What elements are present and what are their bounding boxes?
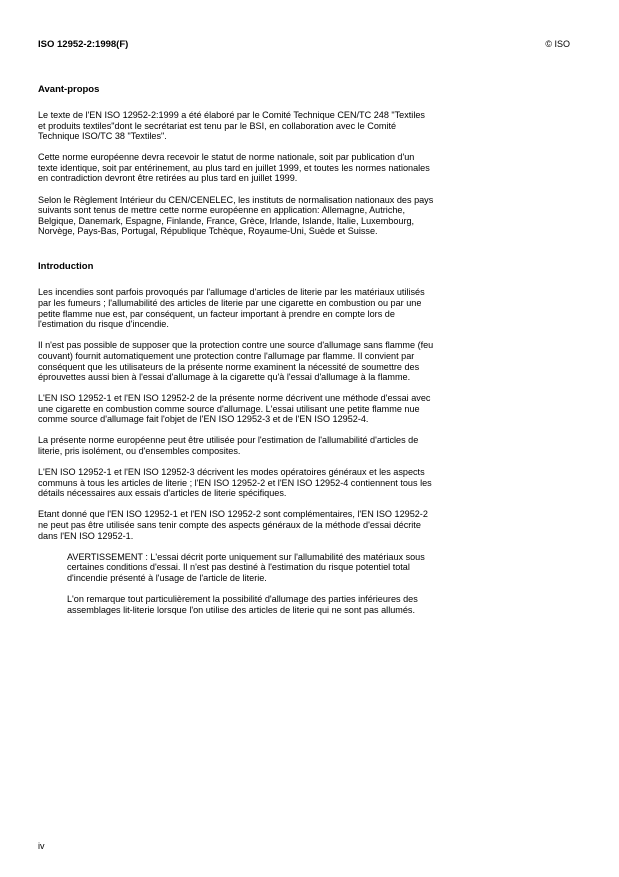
avant-propos-paragraph: Cette norme européenne devra recevoir le statut de norme nationale, soit par publication d'un texte identique, soit par entérinement, au plus tard en juillet 1999, et toutes les normes nationales en contradiction devront être retirées au plus tard en juillet 1999. (38, 152, 430, 184)
note-paragraph: L'on remarque tout particulièrement la possibilité d'allumage des parties inférieures des assemblages lit-literie lorsque l'on utilise des articles de literie qui ne sont pas allumés. (67, 594, 418, 615)
introduction-paragraph: La présente norme européenne peut être utilisée pour l'estimation de l'allumabilité d'articles de literie, pris isolément, ou d'ensembles composites. (38, 435, 419, 457)
main-content (38, 84, 548, 626)
introduction-section (38, 261, 548, 615)
page-number: iv (38, 841, 45, 851)
introduction-paragraph: Etant donné que l'EN ISO 12952-1 et l'EN ISO 12952-2 sont complémentaires, l'EN ISO 12952-2 ne peut pas être utilisée sans tenir compte des aspects généraux de la méthode d'essai décrite dans l'EN ISO 12952-1. (38, 509, 428, 541)
introduction-paragraph: Il n'est pas possible de supposer que la protection contre une source d'allumage sans flamme (feu couvant) fournit automatiquement une protection contre l'allumage par flamme. Il convient par conséquent que les utilisateurs de la présente norme examinent la nécessité de soumettre des éprouvettes aussi bien à l'essai d'allumage à la cigarette qu'à l'essai d'allumage à la flamme. (38, 340, 434, 383)
copyright-notice: © ISO (545, 39, 570, 49)
document-id: ISO 12952-2:1998(F) (38, 39, 129, 50)
avant-propos-paragraph: Selon le Règlement Intérieur du CEN/CENELEC, les instituts de normalisation nationaux des pays suivants sont tenus de mettre cette norme européenne en application: Allemagne, Autriche, Belgique, Danemark, Espagne, Finlande, France, Grèce, Irlande, Islande, Italie, Luxembourg, Norvège, Pays-Bas, Portugal, République Tchèque, Royaume-Uni, Suède et Suisse. (38, 194, 434, 237)
warning-paragraph: AVERTISSEMENT : L'essai décrit porte uniquement sur l'allumabilité des matériaux sous certaines conditions d'essai. Il n'est pas destiné à l'estimation du risque potentiel total d'incendie présenté à l'usage de l'article de literie. (67, 551, 425, 583)
introduction-paragraph: Les incendies sont parfois provoqués par l'allumage d'articles de literie par les matériaux utilisés par les fumeurs ; l'allumabilité des articles de literie par une cigarette en combustion ou par une petite flamme nue est, par conséquent, un facteur important à prendre en compte lors de l'estimation du risque d'incendie. (38, 287, 425, 330)
introduction-heading: Introduction (38, 261, 94, 273)
avant-propos-heading: Avant-propos (38, 84, 100, 95)
avant-propos-section (38, 84, 548, 237)
introduction-paragraph: L'EN ISO 12952-1 et l'EN ISO 12952-3 décrivent les modes opératoires généraux et les aspects communs à tous les articles de literie ; l'EN ISO 12952-2 et l'EN ISO 12952-4 contiennent tous les détails nécessaires aux essais d'articles de literie spécifiques. (38, 467, 432, 499)
introduction-paragraph: L'EN ISO 12952-1 et l'EN ISO 12952-2 de la présente norme décrivent une méthode d'essai avec une cigarette en combustion comme source d'allumage. L'essai utilisant une petite flamme nue comme source d'allumage fait l'objet de l'EN ISO 12952-3 et de l'EN ISO 12952-4. (38, 393, 431, 425)
avant-propos-paragraph: Le texte de l'EN ISO 12952-2:1999 a été élaboré par le Comité Technique CEN/TC 248 "Textiles et produits textiles"dont le secrétariat est tenu par le BSI, en collaboration avec le Comité Technique ISO/TC 38 "Textiles". (38, 110, 425, 142)
section-gap (38, 247, 548, 261)
